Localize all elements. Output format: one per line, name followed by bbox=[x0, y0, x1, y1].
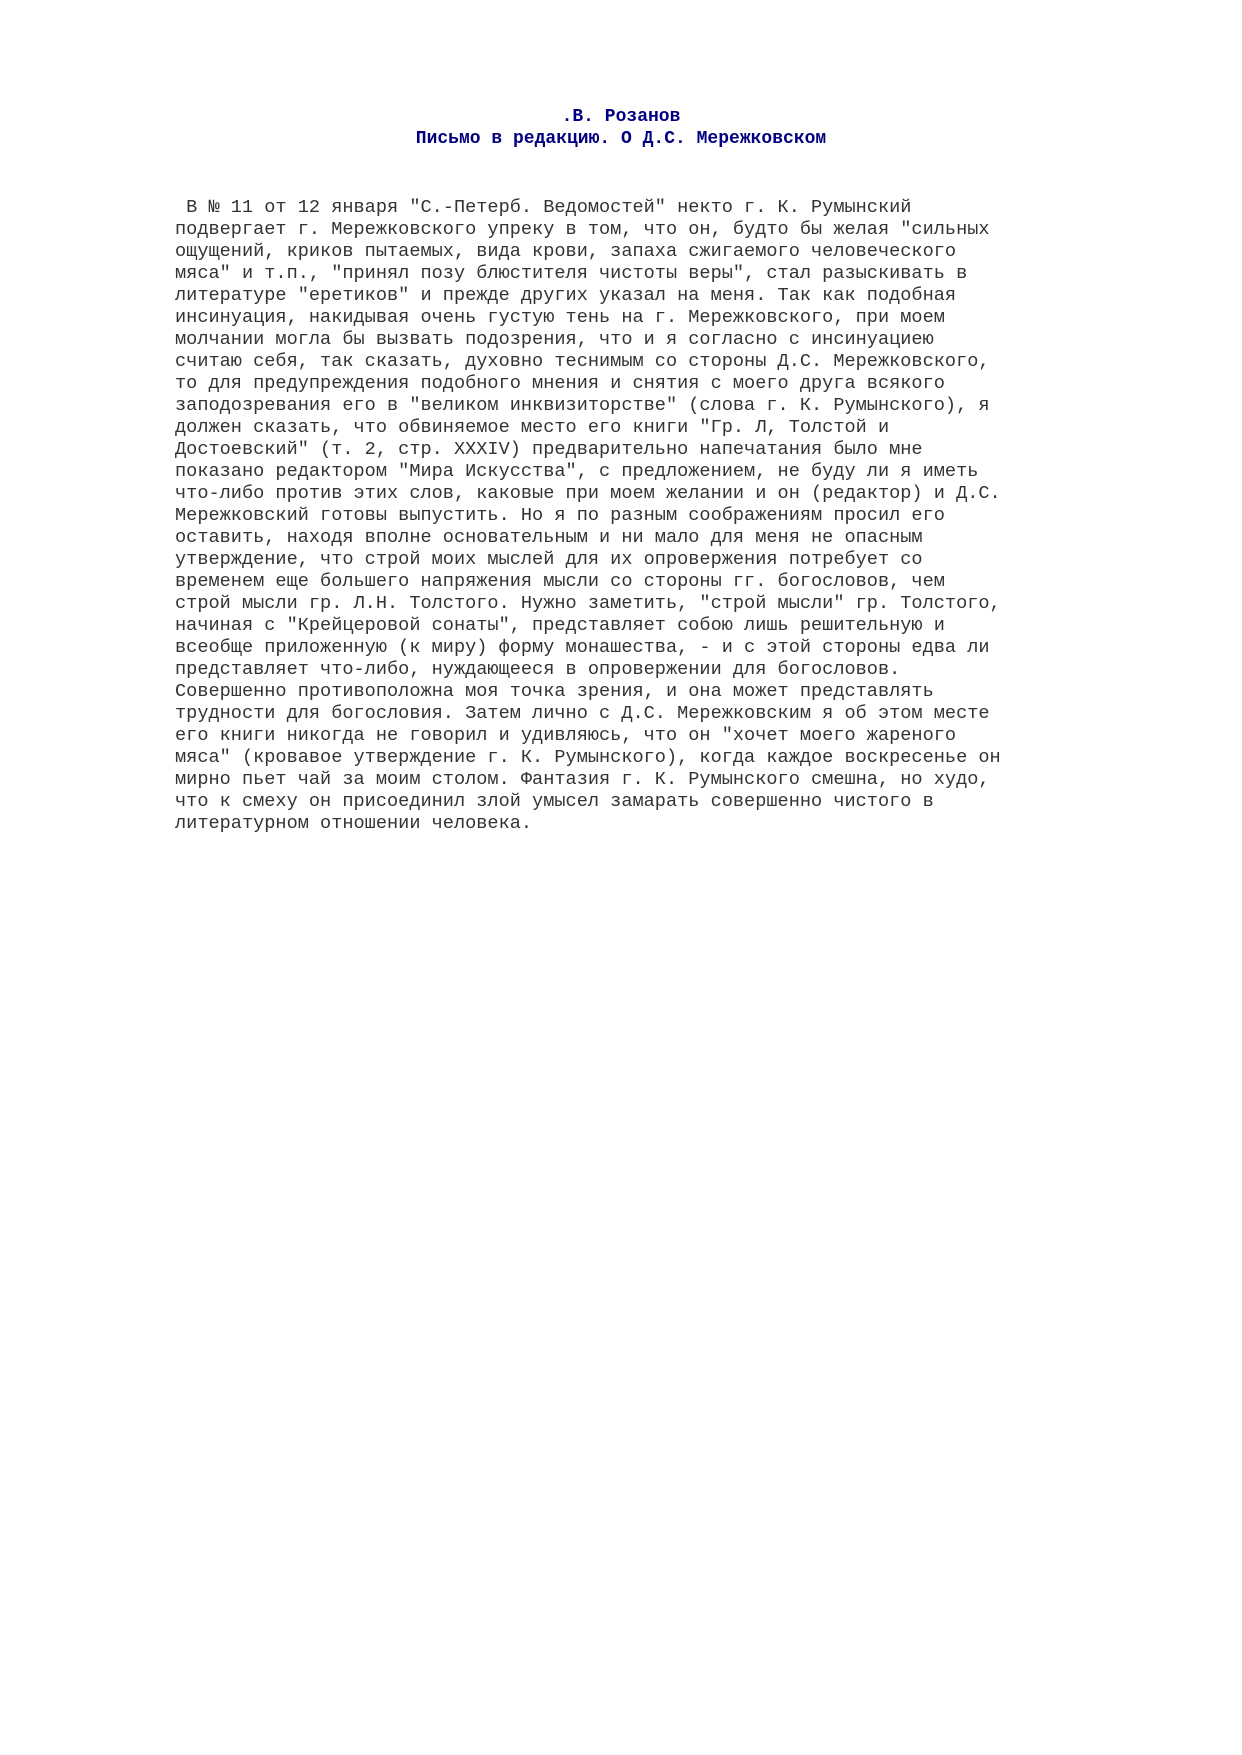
text-line: Совершенно противоположна моя точка зрения, и она может представлять bbox=[175, 681, 934, 702]
letter-body bbox=[175, 197, 1095, 835]
text-line: В № 11 от 12 января "С.-Петерб. Ведомостей" некто г. К. Румынский bbox=[175, 197, 912, 218]
text-line: утверждение, что строй моих мыслей для их опровержения потребует со bbox=[175, 549, 923, 570]
author-name: .В. Розанов bbox=[561, 107, 681, 127]
text-line: считаю себя, так сказать, духовно теснимым со стороны Д.С. Мережковского, bbox=[175, 351, 990, 372]
text-line: подвергает г. Мережковского упреку в том, что он, будто бы желая "сильных bbox=[175, 219, 990, 240]
text-line: молчании могла бы вызвать подозрения, что и я согласно с инсинуациею bbox=[175, 329, 934, 350]
document-title: Письмо в редакцию. О Д.С. Мережковском bbox=[415, 129, 827, 149]
text-line: оставить, находя вполне основательным и ни мало для меня не опасным bbox=[175, 527, 923, 548]
text-line: временем еще большего напряжения мысли со стороны гг. богословов, чем bbox=[175, 571, 945, 592]
text-line: его книги никогда не говорил и удивляюсь, что он "хочет моего жареного bbox=[175, 725, 957, 746]
text-line: всеобще приложенную (к миру) форму монашества, - и с этой стороны едва ли bbox=[175, 637, 990, 658]
text-line: строй мысли гр. Л.Н. Толстого. Нужно заметить, "строй мысли" гр. Толстого, bbox=[175, 593, 1001, 614]
text-line: должен сказать, что обвиняемое место его книги "Гр. Л, Толстой и bbox=[175, 417, 890, 438]
text-line: что к смеху он присоединил злой умысел замарать совершенно чистого в bbox=[175, 791, 934, 812]
text-line: ощущений, криков пытаемых, вида крови, запаха сжигаемого человеческого bbox=[175, 241, 957, 262]
text-line: заподозревания его в "великом инквизиторстве" (слова г. К. Румынского), я bbox=[175, 395, 990, 416]
text-line: инсинуация, накидывая очень густую тень на г. Мережковского, при моем bbox=[175, 307, 945, 328]
document-header bbox=[0, 106, 1242, 150]
text-line: литературе "еретиков" и прежде других указал на меня. Так как подобная bbox=[175, 285, 957, 306]
text-line: мяса" и т.п., "принял позу блюстителя чистоты веры", стал разыскивать в bbox=[175, 263, 968, 284]
text-line: начиная с "Крейцеровой сонаты", представляет собою лишь решительную и bbox=[175, 615, 945, 636]
text-line: показано редактором "Мира Искусства", с предложением, не буду ли я иметь bbox=[175, 461, 979, 482]
text-line: мирно пьет чай за моим столом. Фантазия г. К. Румынского смешна, но худо, bbox=[175, 769, 990, 790]
text-line: Мережковский готовы выпустить. Но я по разным соображениям просил его bbox=[175, 505, 945, 526]
text-line: что-либо против этих слов, каковые при моем желании и он (редактор) и Д.С. bbox=[175, 483, 1001, 504]
text-line: мяса" (кровавое утверждение г. К. Румынского), когда каждое воскресенье он bbox=[175, 747, 1001, 768]
text-line: представляет что-либо, нуждающееся в опровержении для богословов. bbox=[175, 659, 901, 680]
text-line: Достоевский" (т. 2, стр. XXXIV) предварительно напечатания было мне bbox=[175, 439, 923, 460]
text-line: литературном отношении человека. bbox=[175, 813, 533, 834]
text-line: то для предупреждения подобного мнения и снятия с моего друга всякого bbox=[175, 373, 945, 394]
text-line: трудности для богословия. Затем лично с Д.С. Мережковским я об этом месте bbox=[175, 703, 990, 724]
